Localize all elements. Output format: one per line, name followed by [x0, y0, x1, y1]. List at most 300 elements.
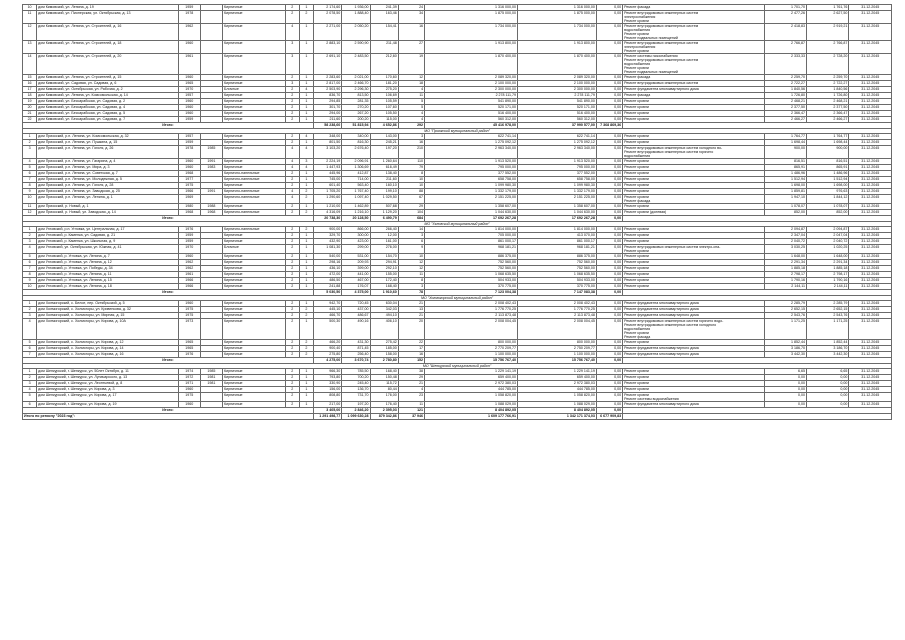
- year-cell: 1978: [178, 146, 200, 159]
- table-row: [23, 319, 892, 340]
- max-cost-cell: 2 722,27: [806, 81, 848, 87]
- row-number: 19: [23, 99, 37, 105]
- floors-cell: 4: [285, 146, 299, 159]
- floors-cell: 2: [285, 111, 299, 117]
- other-funds-cell: 0,00: [596, 183, 622, 189]
- unit-cost-cell: 2 333,33: [764, 54, 806, 75]
- other-funds-cell: 0,00: [596, 195, 622, 204]
- works-line: Ремонт кровли: [624, 195, 649, 199]
- living-area-cell: 176,07: [342, 284, 370, 290]
- year-overhaul-cell: 1983: [200, 165, 222, 171]
- cost-cell: 861 000,17: [425, 239, 518, 245]
- living-area-cell: 340,00: [342, 134, 370, 140]
- wall-material-cell: Кирпичные: [223, 75, 286, 81]
- residents-cell: 22: [398, 340, 424, 346]
- owner-funds-cell: 1 332 179,00: [518, 189, 597, 195]
- entrances-cell: 2: [299, 307, 313, 313]
- unit-cost-cell: 2 652,15: [764, 307, 806, 313]
- deadline-cell: 31.12.2045: [849, 81, 892, 87]
- works-line: водоснабжения: [624, 28, 651, 32]
- year-cell: 1960: [178, 254, 200, 260]
- deadline-cell: 31.12.2045: [849, 204, 892, 210]
- unit-cost-cell: 2 766,87: [764, 41, 806, 54]
- total-area-cell: 217,00: [313, 402, 341, 408]
- residents-cell: 29: [398, 204, 424, 210]
- deadline-cell: 31.12.2045: [849, 284, 892, 290]
- other-funds-cell: 0,00: [596, 375, 622, 381]
- row-number: 5: [23, 393, 37, 402]
- address-cell: дом Приокский, р.п. Ленина, ул. Советская, д. 7: [37, 171, 178, 177]
- common-area-cell: 80,44: [370, 387, 398, 393]
- other-funds-cell: 0,00: [596, 319, 622, 340]
- deadline-cell: 31.12.2045: [849, 41, 892, 54]
- year-cell: 1961: [178, 54, 200, 75]
- common-area-cell: 507,68: [370, 204, 398, 210]
- total-area-cell: 298,16: [313, 260, 341, 266]
- entrances-cell: 1: [299, 93, 313, 99]
- floors-cell: 2: [285, 99, 299, 105]
- owner-funds-cell: 658 758,00: [518, 177, 597, 183]
- year-cell: 1960: [178, 41, 200, 54]
- residents-cell: 3: [398, 233, 424, 239]
- unit-cost-cell: 816,51: [764, 159, 806, 165]
- other-funds-cell: 0,00: [596, 402, 622, 408]
- cost-cell: 2 151 225,00: [425, 195, 518, 204]
- row-number: 1: [23, 301, 37, 307]
- floors-cell: 2: [285, 75, 299, 81]
- total-area-cell: 1 705,20: [313, 189, 341, 195]
- wall-material-cell: Кирпичные: [223, 260, 286, 266]
- living-area-cell: 209,93: [342, 260, 370, 266]
- living-area-cell: 197,20: [342, 402, 370, 408]
- address-cell: дом Кимовский, ул. Ленина, ул. Строителей, д. 20: [37, 54, 178, 75]
- cost-cell: 504 933,00: [425, 278, 518, 284]
- residents-sum: 684: [398, 216, 424, 222]
- max-cost-cell: 1 020,25: [806, 245, 848, 254]
- owner-funds-cell: 622 741,14: [518, 134, 597, 140]
- entrances-cell: 1: [299, 301, 313, 307]
- table-row: [23, 24, 892, 41]
- deadline-cell: 31.12.2045: [849, 105, 892, 111]
- deadline-cell: 31.12.2045: [849, 189, 892, 195]
- residents-cell: 11: [398, 93, 424, 99]
- cost-cell: 1 734 000,00: [425, 24, 518, 41]
- owner-funds-cell: 2 089 320,00: [518, 75, 597, 81]
- floors-cell: 2: [285, 117, 299, 123]
- other-funds-cell: 0,00: [596, 239, 622, 245]
- residents-cell: 27: [398, 41, 424, 54]
- wall-material-cell: Кирпичные: [223, 313, 286, 319]
- owner-funds-cell: 659 400,00: [518, 375, 597, 381]
- total-area-cell: 432,90: [313, 239, 341, 245]
- deadline-cell: 31.12.2045: [849, 260, 892, 266]
- common-area-sum: 6 490,79: [370, 216, 398, 222]
- floors-cell: 2: [285, 313, 299, 319]
- other-funds-cell: 0,00: [596, 81, 622, 87]
- common-area-cell: 172,40: [370, 278, 398, 284]
- works-line: Ремонт кровли (долевая): [624, 210, 667, 214]
- unit-cost-cell: 1 078,07: [764, 204, 806, 210]
- floors-cell: 2: [285, 266, 299, 272]
- other-funds-cell: 0,00: [596, 233, 622, 239]
- row-number: 1: [23, 227, 37, 233]
- common-area-cell: 211,60: [370, 177, 398, 183]
- floors-cell: 2: [285, 284, 299, 290]
- row-number: 6: [23, 260, 37, 266]
- address-cell: дом Приокский, р.п. Ленина, ул. Заводская, д. 25: [37, 189, 178, 195]
- address-cell: дом Кимовский, ул. Садовая, ул. Садовая, д. 6: [37, 81, 178, 87]
- wall-material-cell: Кирпичные: [223, 105, 286, 111]
- living-area-cell: 714,00: [342, 177, 370, 183]
- living-area-cell: 2 096,91: [342, 159, 370, 165]
- total-area-sum: 3 405,00: [313, 408, 341, 414]
- common-area-sum: 2 780,80: [370, 358, 398, 364]
- row-number: 2: [23, 140, 37, 146]
- cost-cell: 520 171,00: [425, 105, 518, 111]
- total-area-cell: 472,00: [313, 272, 341, 278]
- entrances-cell: 2: [299, 346, 313, 352]
- max-cost-cell: 2 259,70: [806, 75, 848, 81]
- works-line: Ремонт фундамента многоквартирного дома: [624, 87, 699, 91]
- cost-cell: 800 000,00: [425, 340, 518, 346]
- residents-cell: 24: [398, 5, 424, 11]
- address-cell: дом Приокский, р.п. Ленина, ул. Гоголя, д. 26: [37, 146, 178, 159]
- table-row: [23, 245, 892, 254]
- address-cell: дом Угловский, р. Угловка, ул. Ленина, д. 7: [37, 254, 178, 260]
- living-area-cell: 300,00: [342, 233, 370, 239]
- total-area-cell: 2 883,10: [313, 41, 341, 54]
- row-number: 12: [23, 210, 37, 216]
- cost-cell: 444 785,00: [425, 387, 518, 393]
- year-overhaul-cell: [200, 245, 222, 254]
- max-cost-cell: 1 698,00: [806, 183, 848, 189]
- floors-cell: 3: [285, 81, 299, 87]
- total-label: Итого:: [23, 408, 314, 414]
- total-area-cell: 294,00: [313, 111, 341, 117]
- total-area-cell: 500,30: [313, 319, 341, 340]
- year-cell: 1965: [178, 81, 200, 87]
- cost-cell: 516 400,00: [425, 111, 518, 117]
- common-area-cell: 143,00: [370, 134, 398, 140]
- address-cell: дом Приокский, р. Новый, д. 1: [37, 204, 178, 210]
- owner-funds-cell: 1 275 092,12: [518, 140, 597, 146]
- cost-cell: 2 963 340,00: [425, 146, 518, 159]
- address-cell: дом Шенкурский, г. Шенкурск, ул. Леонтьевой, д. 8: [37, 381, 178, 387]
- common-area-cell: 199,10: [370, 189, 398, 195]
- common-area-cell: 115,72: [370, 381, 398, 387]
- other-funds-cell: 0,00: [596, 210, 622, 216]
- entrances-cell: 1: [299, 278, 313, 284]
- cost-cell: 1 332 179,00: [425, 189, 518, 195]
- works-cell: [623, 11, 764, 24]
- address-cell: дом Кимовский, ул. Бессарабская, ул. Садовая, д. 5: [37, 111, 178, 117]
- deadline-cell: 31.12.2045: [849, 346, 892, 352]
- residents-cell: 13: [398, 307, 424, 313]
- entrances-cell: 1: [299, 117, 313, 123]
- cost-cell: 795 000,00: [425, 165, 518, 171]
- address-cell: дом Угловский, р. Каменка, ул. Школьная, д. 9: [37, 239, 178, 245]
- year-overhaul-cell: 1991: [200, 189, 222, 195]
- total-area-cell: 330,90: [313, 381, 341, 387]
- max-cost-cell: 900,00: [806, 146, 848, 159]
- address-cell: дом Холмогорский, с. Холмогоры, ул. Кирова, д. 10А: [37, 319, 178, 340]
- owner-funds-cell: 541 890,00: [518, 99, 597, 105]
- year-cell: 1972: [178, 375, 200, 381]
- works-line: Ремонт кровли: [624, 233, 649, 237]
- living-area-cell: 267,20: [342, 111, 370, 117]
- works-line: Ремонт фундамента многоквартирного дома: [624, 307, 699, 311]
- common-area-cell: 150,48: [370, 375, 398, 381]
- other-funds-cell: 0,00: [596, 93, 622, 99]
- wall-material-cell: Кирпичные: [223, 301, 286, 307]
- total-area-cell: 445,96: [313, 171, 341, 177]
- year-cell: 1965: [178, 340, 200, 346]
- cost-cell: 2 089 320,00: [425, 75, 518, 81]
- floors-cell: 2: [285, 11, 299, 24]
- wall-material-cell: Кирпичные: [223, 307, 286, 313]
- year-cell: 1959: [178, 239, 200, 245]
- cost-cell: 658 758,00: [425, 177, 518, 183]
- living-area-sum: 51 815,94: [342, 123, 370, 129]
- total-area-cell: 808,80: [313, 393, 341, 402]
- entrances-cell: 2: [299, 313, 313, 319]
- works-line: Ремонт кровли: [624, 117, 649, 121]
- wall-material-cell: Кирпичные: [223, 117, 286, 123]
- owner-funds-cell: 795 000,00: [518, 165, 597, 171]
- residents-cell: 3: [398, 284, 424, 290]
- max-cost-cell: 2 543,76: [806, 313, 848, 319]
- floors-cell: 2: [285, 177, 299, 183]
- cost-cell: 752 560,00: [425, 266, 518, 272]
- address-cell: дом Шенкурский, г. Шенкурск, ул. Кирова, д. 17: [37, 393, 178, 402]
- wall-material-cell: Кирпичные: [223, 159, 286, 165]
- address-cell: дом Приокский, р.п. Ленина, ул. Мира, д. 3: [37, 165, 178, 171]
- deadline-cell: 31.12.2045: [849, 245, 892, 254]
- row-number: 8: [23, 183, 37, 189]
- works-line: Ремонт внутридомовых инженерных систем: [624, 11, 699, 15]
- works-line: Ремонт внутридомовых инженерных систем: [624, 24, 699, 28]
- common-area-cell: 275,42: [370, 340, 398, 346]
- common-area-cell: 106,69: [370, 93, 398, 99]
- table-row: [23, 11, 892, 24]
- other-funds-cell: 0,00: [596, 140, 622, 146]
- total-area-cell: 2 224,19: [313, 159, 341, 165]
- floors-cell: 2: [285, 239, 299, 245]
- max-cost-cell: 2 094,87: [806, 227, 848, 233]
- max-cost-cell: 2 766,87: [806, 41, 848, 54]
- unit-cost-cell: 3 442,30: [764, 352, 806, 358]
- other-funds-cell: 0,00: [596, 284, 622, 290]
- address-cell: дом Кимовский, ул. Пионерская, ул. Октябрьская, д. 13: [37, 11, 178, 24]
- residents-cell: 21: [398, 313, 424, 319]
- common-area-cell: 168,40: [370, 284, 398, 290]
- max-cost-cell: 2 040,72: [806, 239, 848, 245]
- residents-cell: 19: [398, 54, 424, 75]
- year-cell: 1957: [178, 134, 200, 140]
- cost-cell: 2 008 402,43: [425, 301, 518, 307]
- address-cell: дом Холмогорский, с. Холмогоры, ул. Кирова, д. 12: [37, 340, 178, 346]
- max-cost-cell: 3 186,70: [806, 346, 848, 352]
- common-area-sum: 2 395,03: [370, 408, 398, 414]
- other-funds-cell: 0,00: [596, 340, 622, 346]
- living-area-cell: 412,87: [342, 171, 370, 177]
- entrances-cell: 1: [299, 239, 313, 245]
- owner-funds-cell: 2 963 340,00: [518, 146, 597, 159]
- entrances-cell: 1: [299, 111, 313, 117]
- address-cell: дом Шенкурский, г. Шенкурск, ул. 50лет Октября, д. 11: [37, 369, 178, 375]
- deadline-cell: 31.12.2045: [849, 195, 892, 204]
- grand-cost: 1 609 177 766,91: [425, 414, 518, 420]
- living-area-cell: 423,00: [342, 239, 370, 245]
- entrances-cell: 1: [299, 381, 313, 387]
- max-cost-cell: 0,00: [806, 402, 848, 408]
- works-line: Ремонт внутридомовых инженерных систем холодного: [624, 323, 717, 327]
- floors-cell: 2: [285, 105, 299, 111]
- works-line: Ремонт кровли: [624, 249, 649, 253]
- living-area-cell: 1 888,40: [342, 11, 370, 24]
- wall-material-cell: Кирпичные: [223, 375, 286, 381]
- floors-cell: 4: [285, 24, 299, 41]
- floors-cell: 2: [285, 260, 299, 266]
- max-cost-cell: 852,00: [806, 210, 848, 216]
- unit-cost-cell: 2 259,70: [764, 75, 806, 81]
- year-overhaul-cell: 1981: [200, 381, 222, 387]
- other-funds-sum: 0,00: [596, 216, 622, 222]
- cost-cell: 1 913 800,00: [425, 41, 518, 54]
- other-funds-cell: 0,00: [596, 87, 622, 93]
- address-cell: дом Шенкурский, г. Шенкурск, ул. Луначарского, д. 13: [37, 375, 178, 381]
- cost-cell: 2 100 000,00: [425, 81, 518, 87]
- unit-cost-cell: 1 790,16: [764, 278, 806, 284]
- wall-material-cell: Кирпичные: [223, 381, 286, 387]
- wall-material-cell: Кирпичные: [223, 233, 286, 239]
- cost-cell: 1 870 400,00: [425, 54, 518, 75]
- owner-funds-cell: 516 400,00: [518, 111, 597, 117]
- floors-cell: 2: [285, 319, 299, 340]
- year-overhaul-cell: 1991: [200, 159, 222, 165]
- works-line: Ремонт кровли: [624, 393, 649, 397]
- cost-cell: 2 300 000,00: [425, 87, 518, 93]
- unit-cost-cell: 0,00: [764, 375, 806, 381]
- total-area-cell: 156,00: [313, 387, 341, 393]
- wall-material-cell: Кирпичные: [223, 140, 286, 146]
- wall-material-cell: Кирпичные: [223, 146, 286, 159]
- works-line: Ремонт кровли: [624, 159, 649, 163]
- wall-material-cell: Кирпичные: [223, 266, 286, 272]
- entrances-cell: 1: [299, 319, 313, 340]
- other-funds-cell: 0,00: [596, 266, 622, 272]
- residents-cell: 21: [398, 381, 424, 387]
- unit-cost-cell: 900,00: [764, 146, 806, 159]
- address-cell: дом Приокский, р.п. Ленина, ул. Пушкина, д. 15: [37, 140, 178, 146]
- owner-funds-cell: 1 913 800,00: [518, 41, 597, 54]
- floors-cell: 2: [285, 227, 299, 233]
- total-area-cell: 942,70: [313, 301, 341, 307]
- unit-cost-cell: 1 512,94: [764, 177, 806, 183]
- other-funds-cell: 0,00: [596, 369, 622, 375]
- other-funds-sum: 0,00: [596, 408, 622, 414]
- year-cell: 1975: [178, 393, 200, 402]
- entrances-cell: 2: [299, 195, 313, 204]
- row-number: 6: [23, 171, 37, 177]
- wall-material-cell: Кирпично-панельные: [223, 227, 286, 233]
- common-area-cell: 115,00: [370, 117, 398, 123]
- year-cell: 1962: [178, 260, 200, 266]
- deadline-cell: 31.12.2045: [849, 146, 892, 159]
- year-cell: 1959: [178, 140, 200, 146]
- row-number: 16: [23, 81, 37, 87]
- total-area-cell: 540,00: [313, 254, 341, 260]
- entrances-cell: 1: [299, 171, 313, 177]
- owner-funds-cell: 1 875 000,00: [518, 11, 597, 24]
- works-cell: [623, 195, 764, 204]
- max-cost-cell: 1 761,76: [806, 5, 848, 11]
- entrances-cell: 1: [299, 375, 313, 381]
- unit-cost-cell: 1 859,81: [764, 189, 806, 195]
- row-number: 5: [23, 254, 37, 260]
- owner-funds-cell: 2 300 000,00: [518, 87, 597, 93]
- cost-sum: 8 404 892,05: [425, 408, 518, 414]
- owner-funds-sum: 37 990 577,00: [518, 123, 597, 129]
- works-line: Ремонт кровли: [624, 177, 649, 181]
- entrances-cell: 1: [299, 260, 313, 266]
- total-area-cell: 466,70: [313, 313, 341, 319]
- row-number: 4: [23, 159, 37, 165]
- common-area-cell: 342,03: [370, 307, 398, 313]
- row-number: 14: [23, 54, 37, 75]
- year-overhaul-cell: [200, 393, 222, 402]
- unit-cost-cell: 2 094,87: [764, 227, 806, 233]
- works-line: Ремонт фундамента многоквартирного дома: [624, 346, 699, 350]
- total-area-sum: 20 738,30: [313, 216, 341, 222]
- cost-cell: 1 058 820,00: [425, 393, 518, 402]
- row-number: 15: [23, 75, 37, 81]
- unit-cost-cell: 2 040,72: [764, 239, 806, 245]
- wall-material-cell: Блочные: [223, 87, 286, 93]
- unit-cost-cell: 2 144,11: [764, 284, 806, 290]
- other-funds-cell: 0,00: [596, 254, 622, 260]
- works-line: Ремонт внутридомовых инженерных систем электро-сна-: [624, 245, 721, 249]
- floors-cell: 2: [285, 402, 299, 408]
- year-overhaul-cell: 1988: [200, 204, 222, 210]
- residents-cell: 12: [398, 266, 424, 272]
- address-cell: дом Угловский, р. Угловка, ул. Ленина, д. 11: [37, 272, 178, 278]
- unit-cost-cell: 3 030,25: [764, 245, 806, 254]
- owner-funds-cell: 752 560,00: [518, 266, 597, 272]
- year-cell: 1959: [178, 117, 200, 123]
- row-number: 3: [23, 146, 37, 159]
- living-area-cell: 1 767,40: [342, 189, 370, 195]
- living-area-cell: 2 483,50: [342, 54, 370, 75]
- entrances-cell: 2: [299, 340, 313, 346]
- residents-cell: 8: [398, 171, 424, 177]
- register-table: [22, 4, 892, 420]
- wall-material-cell: Кирпичные: [223, 393, 286, 402]
- table-row: [23, 146, 892, 159]
- cost-cell: 377 552,00: [425, 171, 518, 177]
- other-funds-cell: 0,00: [596, 11, 622, 24]
- entrances-cell: 1: [299, 204, 313, 210]
- row-number: 1: [23, 134, 37, 140]
- unit-cost-cell: 1 885,18: [764, 266, 806, 272]
- floors-cell: 4: [285, 195, 299, 204]
- floors-cell: 2: [285, 272, 299, 278]
- address-cell: дом Шенкурский, г. Шенкурск, ул. Кирова, д. 3: [37, 387, 178, 393]
- works-line: Ремонт кровли: [624, 183, 649, 187]
- entrances-cell: 4: [299, 134, 313, 140]
- row-number: 11: [23, 11, 37, 24]
- works-line: Ремонт внутридомовых инженерных систем горячего водо-: [624, 319, 724, 323]
